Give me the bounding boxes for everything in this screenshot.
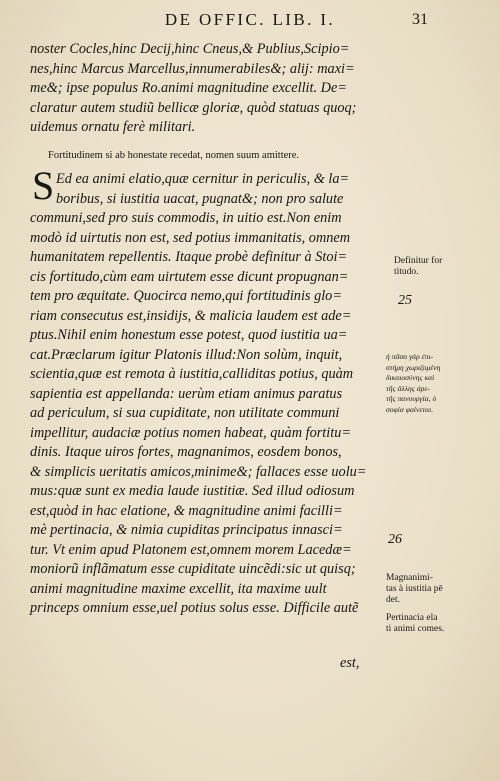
catchword: est, xyxy=(340,655,360,671)
text-line: modò id uirtutis non est, sed potius immanitatis, omnem xyxy=(30,229,351,246)
greek-line: στήμη χωριζομένη xyxy=(386,362,441,372)
text-line: ad periculum, si sua cupiditate, non utilitate communi xyxy=(30,405,340,421)
paragraph-block-2 xyxy=(30,170,386,619)
margin-note-magnanimitas xyxy=(386,573,443,606)
greek-line: ἡ πᾶσα γάρ ἐπι- xyxy=(386,352,434,361)
text-line: noster Cocles,hinc Decij,hinc Cneus,& Publius,Scipio= xyxy=(30,41,350,57)
drop-capital: S xyxy=(32,163,55,208)
greek-line: δικαιοσύνης καὶ xyxy=(386,373,435,382)
marginal-number-25: 25 xyxy=(398,293,412,308)
margin-note-line: Magnanimi- xyxy=(386,573,433,583)
margin-note-pertinacia xyxy=(386,613,444,635)
text-line: scientia,quæ est remota à iustitia,calliditas potius, quàm xyxy=(30,366,354,382)
text-line: Ed ea animi elatio,quæ cernitur in periculis, & la= xyxy=(56,171,350,187)
text-line: moniorũ inflãmatum esse cupiditate uincẽdi:sic ut quisq; xyxy=(30,561,356,577)
catchword-wrap xyxy=(340,654,400,674)
text-line: tem pro æquitate. Quocirca nemo,qui fortitudinis glo= xyxy=(30,288,342,304)
greek-line: τῆς πανουργία, ὁ xyxy=(386,394,437,403)
text-line: impellitur, audaciæ potius nomen habeat, quàm fortitu= xyxy=(30,424,351,441)
text-line: sapientia est appellanda: uerùm etiam animus paratus xyxy=(30,385,343,402)
text-line: nes,hinc Marcus Marcellus,innumerabiles&; alij: maxi= xyxy=(30,60,355,77)
margin-note-line: ti animi comes. xyxy=(386,624,445,634)
text-line: claratur autem studiũ bellicæ gloriæ, quòd statuas quoq; xyxy=(30,99,357,116)
margin-note-line: Definitur for xyxy=(394,256,443,266)
marginal-number-26: 26 xyxy=(388,532,402,547)
text-line: mus:quæ sunt ex media laude iustitiæ. Sed illud odiosum xyxy=(30,483,355,499)
text-line: ptus.Nihil enim honestum esse potest, quod iustitia ua= xyxy=(30,327,348,343)
section-heading: Fortitudinem si ab honestate recedat, nomen suum amittere. xyxy=(48,150,300,161)
margin-note-line: titudo. xyxy=(394,267,419,277)
text-line: riam consecutus est,insidijs, & malicia laudem est ade= xyxy=(30,307,352,324)
text-line: princeps omnium esse,uel potius solus esse. Difficile autẽ xyxy=(30,600,359,616)
text-line: est,quòd in hac elatione, & magnitudine animi facilli= xyxy=(30,502,343,519)
text-line: & simplicis ueritatis amicos,minime&; fallaces esse uolu= xyxy=(30,463,367,480)
running-head: DE OFFIC. LIB. I. xyxy=(164,10,336,29)
text-line: communi,sed pro suis commodis, in uitio est.Non enim xyxy=(30,210,342,226)
text-line: mè pertinacia, & nimia cupiditas principatus innasci= xyxy=(30,522,343,538)
margin-note-fortitudo xyxy=(394,256,442,278)
text-line: dinis. Itaque uiros fortes, magnanimos, eosdem bonos, xyxy=(30,444,342,460)
text-line: animi magnitudine maxime excellit, ita maxime uult xyxy=(30,580,327,597)
margin-note-line: Pertinacia ela xyxy=(386,613,438,623)
text-line: tur. Vt enim apud Platonem est,omnem morem Lacedæ= xyxy=(30,541,352,558)
text-line: boribus, si iustitia uacat, pugnat&; non pro salute xyxy=(56,190,344,207)
margin-note-line: tas à iustitia pē xyxy=(386,584,443,594)
text-line: uidemus ornatu ferè militari. xyxy=(30,119,196,135)
margin-note-line: det. xyxy=(386,595,400,605)
greek-line: σοφία φαίνεται. xyxy=(386,404,434,414)
text-line: humanitatem repellentis. Itaque probè definitur à Stoi= xyxy=(30,249,348,265)
text-line: cis fortitudo,cùm eam uirtutem esse dicunt propugnan= xyxy=(30,268,349,285)
greek-line: τῆς ἄλλης ἀρε- xyxy=(386,383,430,393)
text-line: me&; ipse populus Ro.animi magnitudine excellit. De= xyxy=(30,80,347,96)
paragraph-block-1 xyxy=(30,40,386,138)
margin-note-greek xyxy=(386,352,440,415)
page-number: 31 xyxy=(412,11,428,28)
text-line: cat.Præclarum igitur Platonis illud:Non solùm, inquit, xyxy=(30,346,343,363)
